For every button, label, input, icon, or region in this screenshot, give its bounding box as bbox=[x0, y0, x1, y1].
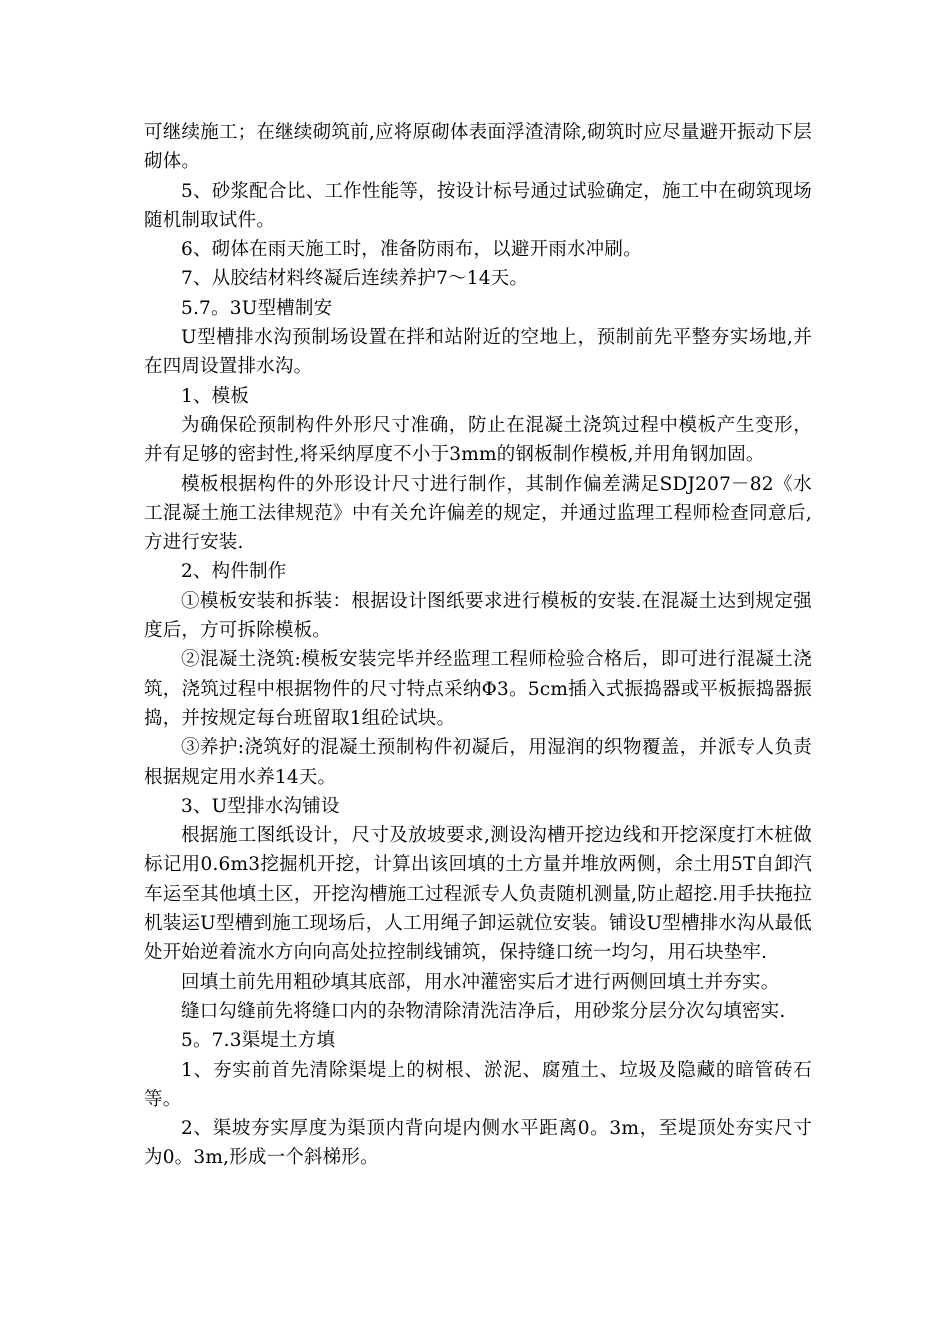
paragraph-20: 2、渠坡夯实厚度为渠顶内背向堤内侧水平距离0。3m，至堤顶处夯实尺寸为0。3m,形成一个斜梯形。 bbox=[144, 1118, 812, 1169]
paragraph-11: ①模板安装和拆装：根据设计图纸要求进行模板的安装.在混凝土达到规定强度后，方可拆除模板。 bbox=[144, 590, 812, 642]
subheading-u-ditch-laying: 3、U型排水沟铺设 bbox=[181, 795, 340, 817]
section-heading-5-7-3-embankment: 5。7.3渠堤土方填 bbox=[181, 1030, 336, 1052]
paragraph-17: 缝口勾缝前先将缝口内的杂物清除清洗洁净后，用砂浆分层分次勾填密实. bbox=[181, 1000, 786, 1022]
paragraph-12: ②混凝土浇筑:模板安装完毕并经监理工程师检验合格后，即可进行混凝土浇筑，浇筑过程中根据物件的尺寸特点采纳Φ3。5cm插入式振捣器或平板振捣器振捣，并按规定每台班留取1组砼试块。 bbox=[144, 649, 812, 729]
paragraph-6: U型槽排水沟预制场设置在拌和站附近的空地上，预制前先平整夯实场地,并在四周设置排水沟。 bbox=[144, 327, 812, 378]
subheading-formwork: 1、模板 bbox=[181, 385, 250, 407]
subheading-component-making: 2、构件制作 bbox=[181, 561, 287, 583]
paragraph-9: 模板根据构件的外形设计尺寸进行制作，其制作偏差满足SDJ207－82《水工混凝土施工法律规范》中有关允许偏差的规定，并通过监理工程师检查同意后,方进行安装. bbox=[144, 473, 812, 554]
section-heading-5-7-3: 5.7。3U型槽制安 bbox=[181, 297, 333, 319]
paragraph-8: 为确保砼预制构件外形尺寸准确，防止在混凝土浇筑过程中模板产生变形，并有足够的密封性,将采纳厚度不小于3mm的钢板制作模板,并用角钢加固。 bbox=[144, 414, 812, 466]
paragraph-19: 1、夯实前首先清除渠堤上的树根、淤泥、腐殖土、垃圾及隐藏的暗管砖石等。 bbox=[144, 1059, 812, 1110]
paragraph-15: 根据施工图纸设计，尺寸及放坡要求,测设沟槽开挖边线和开挖深度打木桩做标记用0.6m3挖掘机开挖，计算出该回填的土方量并堆放两侧，余土用5T自卸汽车运至其他填土区，开挖沟槽施工过程派专人负责随机测量,防止超挖.用手扶拖拉机装运U型槽到施工现场后，人工用绳子卸运就位安装。铺设U型槽排水沟从最低处开始逆着流水方向向高处拉控制线铺筑，保持缝口统一均匀，用石块垫牢. bbox=[144, 825, 812, 964]
document-page bbox=[144, 118, 812, 1173]
paragraph-3: 6、砌体在雨天施工时，准备防雨布，以避开雨水冲刷。 bbox=[181, 239, 642, 261]
paragraph-2: 5、砂浆配合比、工作性能等，按设计标号通过试验确定，施工中在砌筑现场随机制取试件。 bbox=[144, 180, 812, 231]
paragraph-16: 回填土前先用粗砂填其底部，用水冲灌密实后才进行两侧回填土并夯实。 bbox=[181, 971, 780, 993]
paragraph-1: 可继续施工；在继续砌筑前,应将原砌体表面浮渣清除,砌筑时应尽量避开振动下层砌体。 bbox=[144, 122, 812, 173]
paragraph-13: ③养护:浇筑好的混凝土预制构件初凝后，用湿润的织物覆盖，并派专人负责根据规定用水养14天。 bbox=[144, 737, 812, 788]
paragraph-4: 7、从胶结材料终凝后连续养护7～14天。 bbox=[181, 268, 529, 290]
